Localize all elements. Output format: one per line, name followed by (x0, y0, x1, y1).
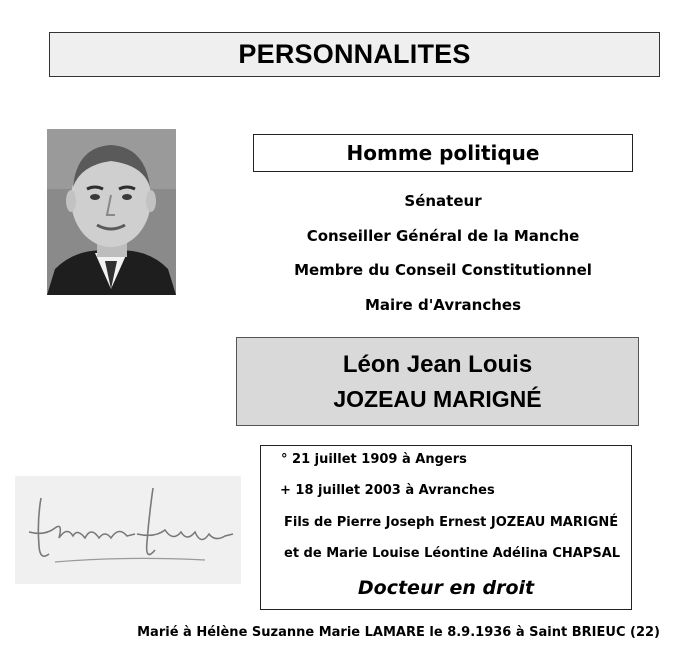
position-mayor: Maire d'Avranches (364, 296, 522, 314)
role-box (253, 134, 633, 172)
position-senator: Sénateur (404, 192, 482, 210)
page-title-box (49, 32, 660, 77)
portrait-image (47, 129, 176, 295)
first-names: Léon Jean Louis (342, 350, 533, 378)
death-line: + 18 juillet 2003 à Avranches (280, 483, 495, 498)
mother-line: et de Marie Louise Léontine Adélina CHAPSAL (284, 546, 621, 561)
role-title: Homme politique (346, 141, 540, 165)
surname: JOZEAU MARIGNÉ (333, 385, 542, 412)
degree-line: Docteur en droit (357, 577, 535, 599)
signature-scribble (15, 476, 241, 584)
birth-line: ° 21 juillet 1909 à Angers (281, 452, 467, 467)
name-box (236, 337, 639, 426)
portrait-photo (47, 129, 176, 295)
biography-box (260, 445, 632, 610)
position-general-councillor: Conseiller Général de la Manche (306, 227, 580, 245)
father-line: Fils de Pierre Joseph Ernest JOZEAU MARIGNÉ (284, 515, 619, 530)
position-constitutional-council: Membre du Conseil Constitutionnel (294, 261, 592, 279)
signature-image (15, 476, 241, 584)
page-title: PERSONNALITES (238, 39, 471, 69)
marriage-line: Marié à Hélène Suzanne Marie LAMARE le 8.9.1936 à Saint BRIEUC (22) (137, 625, 660, 640)
